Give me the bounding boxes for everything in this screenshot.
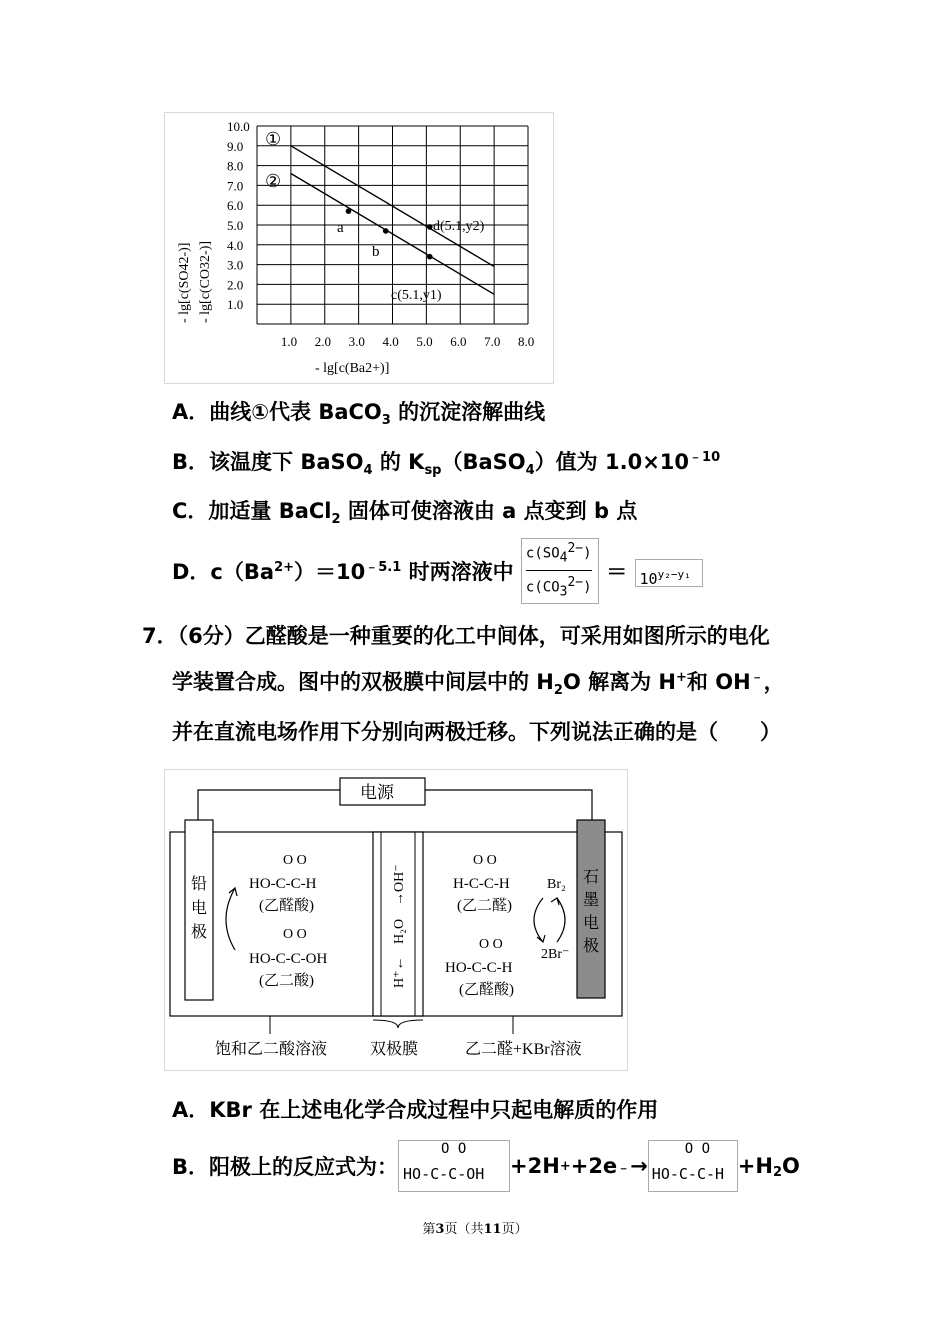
svg-text:(乙醛酸): (乙醛酸) bbox=[259, 898, 314, 914]
svg-text:O O: O O bbox=[473, 853, 497, 868]
y-tick-label: 7.0 bbox=[227, 178, 244, 194]
option-6b[interactable]: B．该温度下 BaSO$_4$ 的 $K_{sp}(BaSO_4)$值为 $1.0\times 10^{﹣10}$ bbox=[172, 450, 721, 479]
x-tick-label: 4.0 bbox=[382, 334, 399, 349]
x-axis-label: - lg[c(Ba2+)] bbox=[315, 361, 390, 376]
svg-text:石: 石 bbox=[583, 869, 600, 886]
question-7-line2: 学装置合成。图中的双极膜中间层中的 $H_2O$ 解离为 H+和 OH﹣， bbox=[172, 670, 785, 699]
svg-text:H₂O: H₂O bbox=[392, 918, 407, 944]
svg-text:电: 电 bbox=[191, 900, 208, 917]
svg-text:2Br⁻: 2Br⁻ bbox=[541, 947, 570, 962]
glyoxylic-acid-structure-box: O O HO-C-C-H bbox=[648, 1140, 738, 1192]
glyoxylic-acid-formula-right: HO-C-C-H bbox=[445, 960, 513, 976]
glyoxylic-acid-formula: HO-C-C-H bbox=[249, 876, 317, 892]
electrolysis-diagram bbox=[164, 769, 628, 1071]
glyoxal-formula: H-C-C-H bbox=[453, 876, 510, 892]
svg-text:Br₂: Br₂ bbox=[547, 877, 566, 892]
membrane-label: 双极膜 bbox=[370, 1041, 419, 1058]
data-point-a bbox=[346, 208, 352, 214]
y-tick-label: 6.0 bbox=[227, 198, 244, 214]
svg-text:O O: O O bbox=[479, 937, 503, 952]
svg-text:→OH⁻: →OH⁻ bbox=[392, 864, 407, 906]
y-axis-label-so4: - lg[c(SO42-)] bbox=[177, 242, 192, 323]
svg-text:(乙二酸): (乙二酸) bbox=[259, 973, 314, 989]
x-tick-label: 2.0 bbox=[314, 334, 331, 349]
x-tick-label: 3.0 bbox=[348, 334, 365, 349]
y-tick-label: 3.0 bbox=[227, 257, 244, 273]
oxalic-acid-formula: HO-C-C-OH bbox=[249, 951, 328, 967]
y-tick-label: 5.0 bbox=[227, 218, 244, 233]
data-point-c bbox=[427, 254, 433, 260]
svg-text:电: 电 bbox=[583, 915, 600, 932]
svg-text:(乙醛酸): (乙醛酸) bbox=[459, 982, 514, 998]
power-source-label: 电源 bbox=[360, 783, 394, 802]
svg-text:极: 极 bbox=[191, 924, 208, 941]
svg-text:铅: 铅 bbox=[191, 876, 208, 893]
x-tick-label: 8.0 bbox=[518, 334, 535, 349]
data-point-b bbox=[383, 228, 389, 234]
y-tick-label: 4.0 bbox=[227, 237, 244, 253]
point-a-label: a bbox=[337, 220, 344, 236]
fraction-bar bbox=[526, 570, 592, 571]
point-d-label: d(5.1,y2) bbox=[433, 219, 485, 234]
graphite-electrode bbox=[577, 820, 605, 998]
y-tick-label: 2.0 bbox=[227, 277, 244, 293]
question-7-line3: 并在直流电场作用下分别向两极迁移。下列说法正确的是（ ） bbox=[172, 720, 781, 744]
ratio-fraction-box: $\frac{c(SO_4^{2-})}{c(CO_3^{2-})}$ bbox=[521, 538, 599, 604]
x-tick-label: 1.0 bbox=[280, 334, 298, 349]
svg-text:O O: O O bbox=[283, 927, 307, 942]
data-point-d bbox=[427, 224, 433, 230]
curve1-label: ① bbox=[265, 129, 282, 149]
right-solution-label: 乙二醛+KBr溶液 bbox=[465, 1041, 582, 1058]
y-tick-label: 10.0 bbox=[227, 119, 250, 134]
option-7b[interactable]: B．阳极上的反应式为： O O HO-C-C-OH +2H + +2e ﹣ → O O HO-C-C-H +H $_2$ O bbox=[172, 1140, 800, 1192]
point-b-label: b bbox=[372, 244, 380, 260]
option-6c[interactable]: C．加适量 BaCl$_2$ 固体可使溶液由 a 点变到 b 点 bbox=[172, 499, 638, 528]
y-tick-label: 8.0 bbox=[227, 158, 244, 174]
left-solution-label: 饱和乙二酸溶液 bbox=[215, 1041, 328, 1058]
y-tick-label: 1.0 bbox=[227, 297, 244, 313]
svg-text:H⁺←: H⁺← bbox=[392, 956, 407, 988]
option-6a[interactable]: A．曲线①代表 BaCO$_3$ 的沉淀溶解曲线 bbox=[172, 400, 546, 429]
y-axis-label-co3: - lg[c(CO32-)] bbox=[198, 240, 213, 323]
oxalic-acid-structure-box: O O HO-C-C-OH bbox=[398, 1140, 510, 1192]
question-7-line1: 7．（6分）乙醛酸是一种重要的化工中间体，可采用如图所示的电化 bbox=[142, 624, 770, 648]
svg-text:(乙二醛): (乙二醛) bbox=[457, 898, 512, 914]
curve2-label: ② bbox=[265, 171, 282, 191]
svg-text:极: 极 bbox=[583, 938, 600, 955]
x-tick-label: 7.0 bbox=[484, 334, 501, 349]
electrolysis-svg bbox=[165, 770, 627, 1070]
x-tick-label: 5.0 bbox=[416, 334, 433, 349]
solubility-chart bbox=[165, 113, 553, 383]
svg-text:O O: O O bbox=[283, 853, 307, 868]
x-tick-label: 6.0 bbox=[450, 334, 467, 349]
page-footer: 第3页（共11页） bbox=[422, 1222, 528, 1237]
point-c-label: c(5.1,y1) bbox=[391, 288, 442, 303]
solubility-chart-figure bbox=[164, 112, 554, 384]
svg-text:墨: 墨 bbox=[583, 892, 600, 909]
option-7a[interactable]: A．KBr 在上述电化学合成过程中只起电解质的作用 bbox=[172, 1098, 659, 1122]
ratio-result-box: $10^{y_2-y_1}$ bbox=[635, 559, 703, 587]
option-6d[interactable]: D．$c(Ba^{2+})=10^{﹣5.1}$ 时两溶液中 $\frac{c(SO_4^{2-})}{c(CO_3^{2-})}$ ＝ $10^{y_2-y_1}$ bbox=[172, 540, 703, 606]
y-tick-label: 9.0 bbox=[227, 138, 244, 154]
